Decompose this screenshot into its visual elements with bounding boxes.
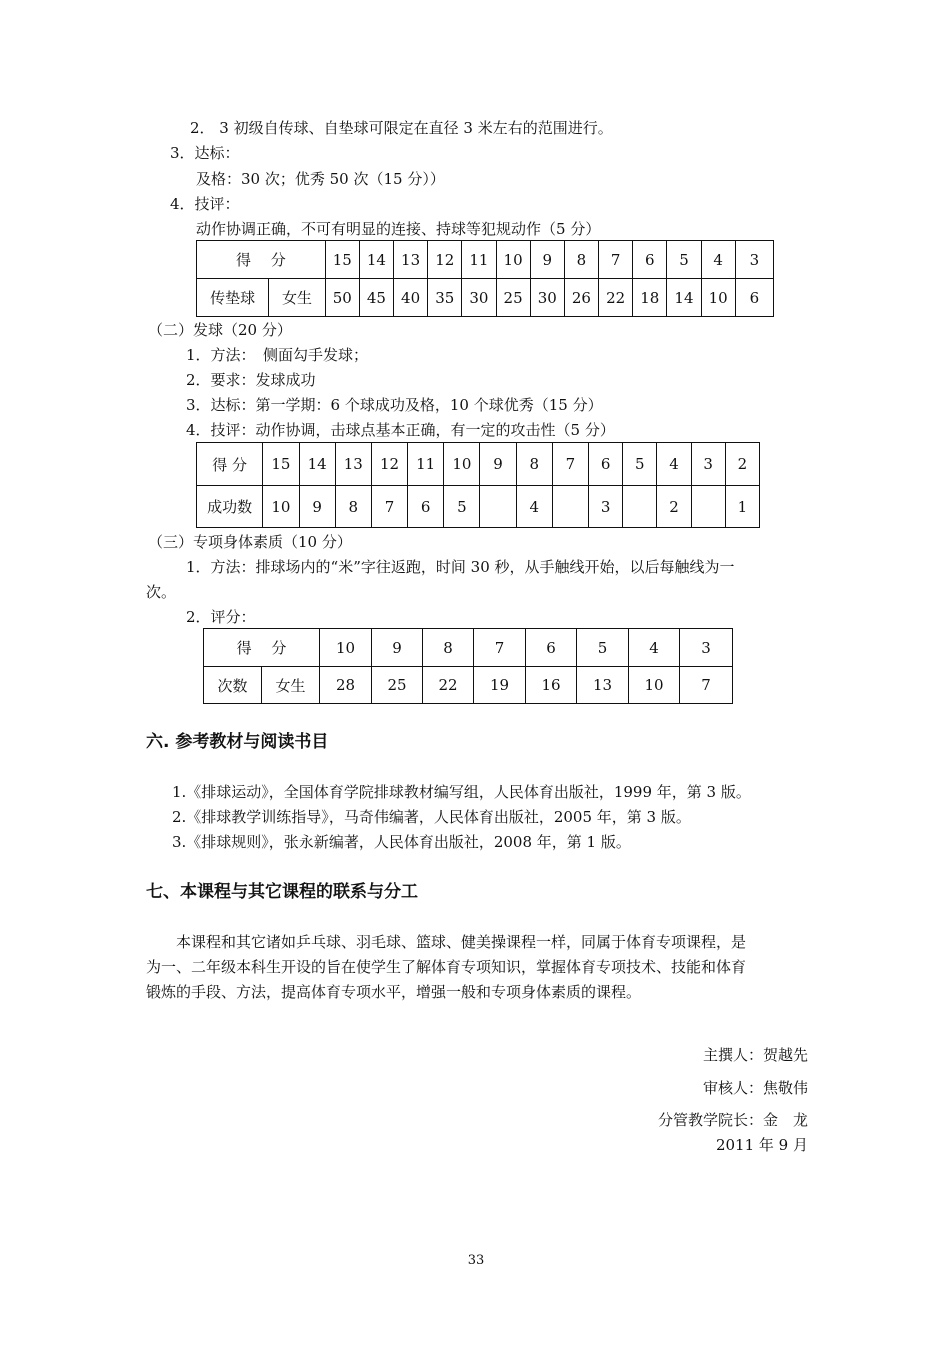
table-cell: 2: [725, 443, 759, 486]
fitness-score-table: [203, 628, 733, 704]
table-cell: 30: [462, 279, 496, 317]
table-cell: 14: [299, 443, 335, 486]
table-cell: 5: [667, 241, 701, 279]
table-cell: 13: [335, 443, 371, 486]
table-cell: [552, 486, 588, 528]
table-cell: 8: [516, 443, 552, 486]
table-cell: 4: [701, 241, 735, 279]
fitness-method-line2: 次。: [146, 583, 177, 601]
section-fitness-title: （三）专项身体素质（10 分）: [148, 533, 352, 551]
table-cell: 13: [577, 667, 629, 704]
passing-score-table: [196, 240, 774, 317]
table-cell: 11: [408, 443, 444, 486]
table-cell: 6: [408, 486, 444, 528]
reference-item: 2.《排球教学训练指导》，马奇伟编著，人民体育出版社，2005 年，第 3 版。: [172, 808, 691, 826]
table-cell: 4: [516, 486, 552, 528]
table-cell: 6: [735, 279, 773, 317]
table-row: [197, 443, 760, 486]
table-cell: 4: [629, 629, 680, 667]
table-cell: 12: [428, 241, 462, 279]
table-cell: 10: [263, 486, 299, 528]
section-relations-title: 七、本课程与其它课程的联系与分工: [146, 882, 418, 902]
table-cell: 6: [526, 629, 577, 667]
table-row: [197, 241, 774, 279]
relations-paragraph-line1: 本课程和其它诸如乒乓球、羽毛球、篮球、健美操课程一样，同属于体育专项课程，是: [176, 933, 747, 951]
section-references-title: 六. 参考教材与阅读书目: [146, 732, 329, 752]
table-cell: 1: [725, 486, 759, 528]
serve-item-method: 1．方法： 侧面勾手发球；: [186, 346, 369, 364]
line-init-pass: 2． 3 初级自传球、自垫球可限定在直径 3 米左右的范围进行。: [190, 119, 613, 137]
reference-item: 1.《排球运动》，全国体育学院排球教材编写组，人民体育出版社，1999 年，第 3 版。: [172, 783, 751, 801]
table-cell-subheader: 女生: [269, 279, 325, 317]
table-cell-subheader: 女生: [262, 667, 320, 704]
table-cell: 15: [325, 241, 359, 279]
table-cell: 9: [372, 629, 423, 667]
table-row: [204, 667, 733, 704]
table-cell: 16: [526, 667, 577, 704]
table-cell: 6: [589, 443, 623, 486]
table-cell: 9: [480, 443, 516, 486]
table-cell: [480, 486, 516, 528]
author-line: 主撰人：贺越先: [702, 1046, 808, 1064]
table-cell: [623, 486, 657, 528]
table-row: [197, 486, 760, 528]
table-cell: 5: [577, 629, 629, 667]
table-cell: 5: [623, 443, 657, 486]
table-cell: 9: [299, 486, 335, 528]
serve-item-technique: 4．技评：动作协调，击球点基本正确，有一定的攻击性（5 分）: [186, 421, 615, 439]
table-cell: 9: [530, 241, 564, 279]
table-cell: 10: [496, 241, 530, 279]
table-cell-header: 次数: [204, 667, 262, 704]
table-cell: 2: [657, 486, 691, 528]
fitness-method-line1: 1．方法：排球场内的“米”字往返跑，时间 30 秒，从手触线开始，以后每触线为一: [186, 558, 735, 576]
table-cell: 7: [474, 629, 526, 667]
line-standard-label: 3．达标：: [170, 144, 240, 162]
table-cell: 7: [680, 667, 733, 704]
table-cell: 3: [680, 629, 733, 667]
line-technique-label: 4．技评：: [170, 195, 240, 213]
date-line: 2011 年 9 月: [715, 1136, 808, 1154]
table-cell: 10: [444, 443, 480, 486]
table-cell: 14: [359, 241, 393, 279]
fitness-score-label: 2．评分：: [186, 608, 256, 626]
table-cell: 45: [359, 279, 393, 317]
table-cell: 22: [423, 667, 474, 704]
table-cell: 10: [629, 667, 680, 704]
table-cell: 15: [263, 443, 299, 486]
table-row: [197, 279, 774, 317]
table-cell: 13: [394, 241, 428, 279]
section-serve-title: （二）发球（20 分）: [148, 321, 292, 339]
relations-paragraph-line2: 为一、二年级本科生开设的旨在使学生了解体育专项知识，掌握体育专项技术、技能和体育: [146, 958, 747, 976]
table-cell: 10: [701, 279, 735, 317]
table-cell: 19: [474, 667, 526, 704]
table-cell: 6: [633, 241, 667, 279]
dean-line: 分管教学院长：金 龙: [657, 1111, 808, 1129]
line-technique-detail: 动作协调正确，不可有明显的连接、持球等犯规动作（5 分）: [196, 220, 601, 238]
relations-paragraph-line3: 锻炼的手段、方法，提高体育专项水平，增强一般和专项身体素质的课程。: [146, 983, 642, 1001]
serve-item-standard: 3．达标：第一学期：6 个球成功及格，10 个球优秀（15 分）: [186, 396, 603, 414]
page-number: 33: [467, 1253, 485, 1268]
table-cell-header: 得 分: [204, 629, 320, 667]
table-cell: 18: [633, 279, 667, 317]
table-cell: 11: [462, 241, 496, 279]
table-cell: 8: [564, 241, 598, 279]
table-cell: 30: [530, 279, 564, 317]
serve-item-requirement: 2．要求：发球成功: [186, 371, 316, 389]
table-cell: 26: [564, 279, 598, 317]
table-cell: 40: [394, 279, 428, 317]
table-cell-header: 得 分: [197, 443, 263, 486]
table-cell: 28: [320, 667, 372, 704]
table-cell: 3: [691, 443, 725, 486]
reviewer-line: 审核人：焦敬伟: [702, 1079, 808, 1097]
table-cell: [691, 486, 725, 528]
table-cell-header: 成功数: [197, 486, 263, 528]
table-cell: 10: [320, 629, 372, 667]
table-cell: 7: [599, 241, 633, 279]
table-cell: 25: [496, 279, 530, 317]
table-cell-header: 得 分: [197, 241, 326, 279]
table-row: [204, 629, 733, 667]
table-cell: 22: [599, 279, 633, 317]
table-cell: 8: [335, 486, 371, 528]
table-cell: 7: [371, 486, 407, 528]
table-cell: 7: [552, 443, 588, 486]
reference-item: 3.《排球规则》，张永新编著，人民体育出版社，2008 年，第 1 版。: [172, 833, 631, 851]
serve-score-table: [196, 442, 760, 528]
table-cell: 50: [325, 279, 359, 317]
table-cell: 4: [657, 443, 691, 486]
table-cell: 5: [444, 486, 480, 528]
table-cell: 14: [667, 279, 701, 317]
table-cell: 12: [371, 443, 407, 486]
table-cell: 3: [589, 486, 623, 528]
table-cell: 3: [735, 241, 773, 279]
table-cell: 35: [428, 279, 462, 317]
table-cell: 8: [423, 629, 474, 667]
table-cell-header: 传垫球: [197, 279, 269, 317]
line-standard-detail: 及格：30 次；优秀 50 次（15 分））: [196, 170, 445, 188]
table-cell: 25: [372, 667, 423, 704]
